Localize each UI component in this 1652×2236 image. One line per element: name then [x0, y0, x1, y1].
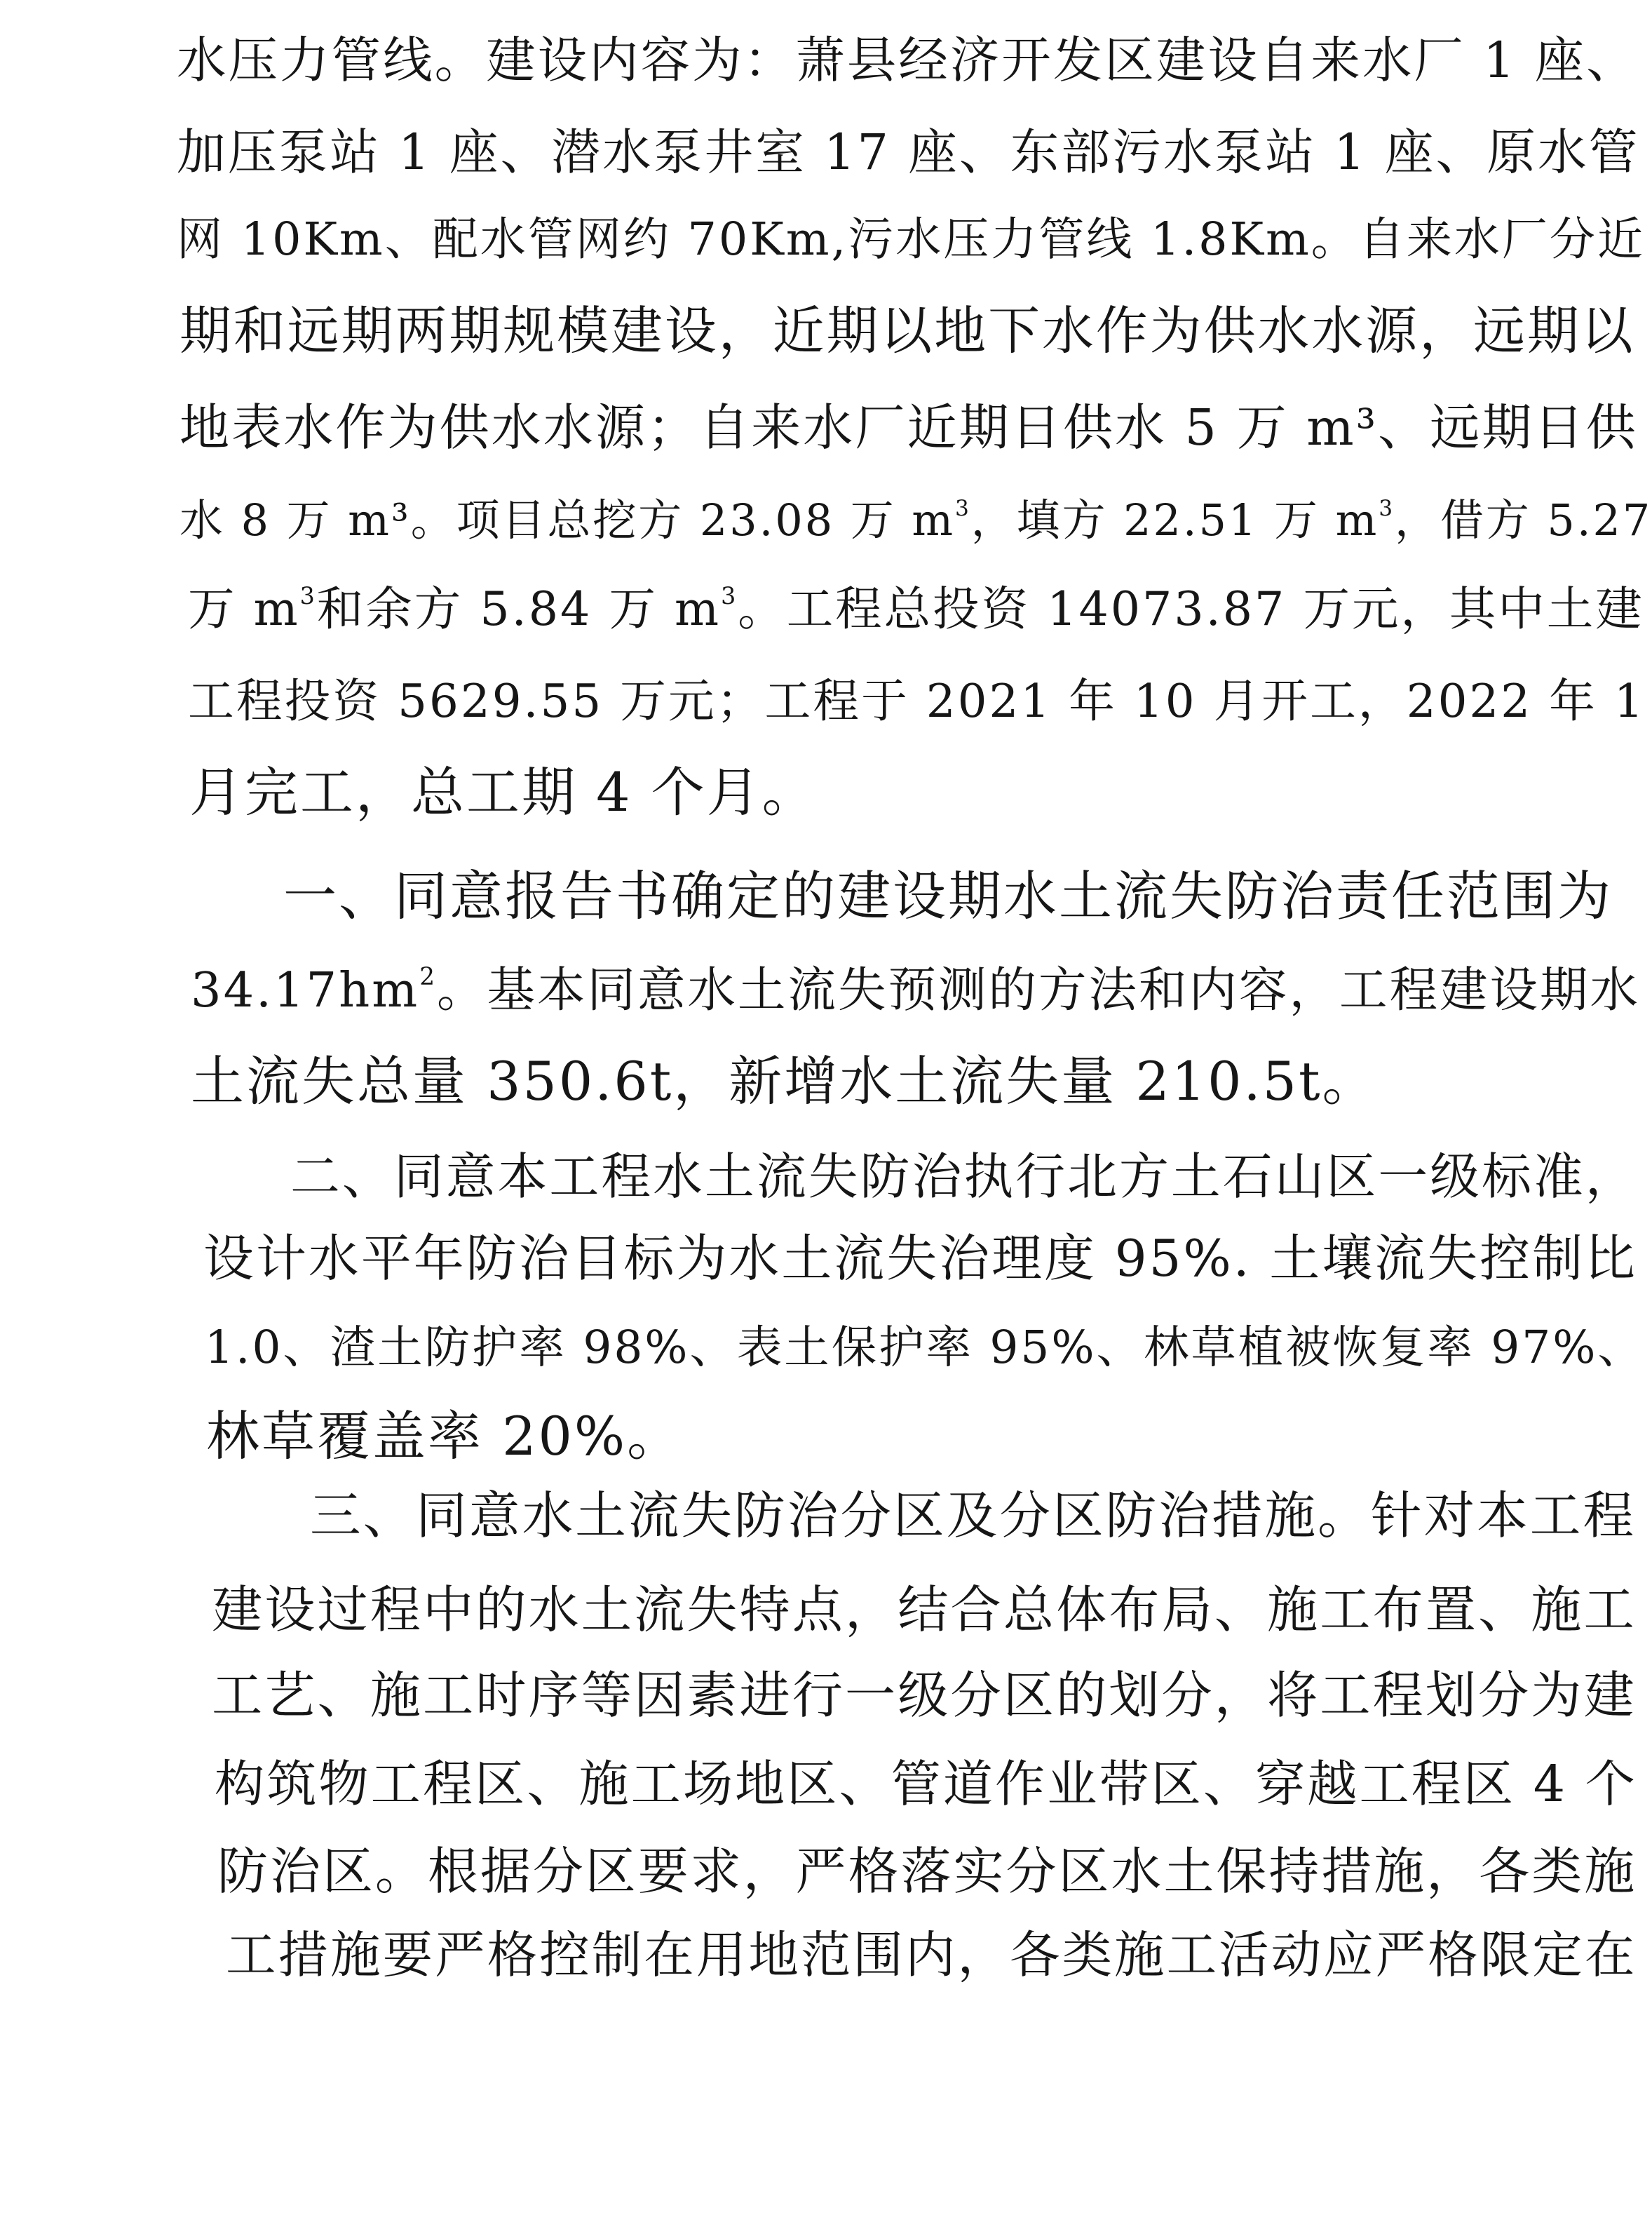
body-text-line: [212, 1661, 1637, 1731]
body-text-line: [191, 1046, 1378, 1117]
body-text-line: [191, 955, 1640, 1025]
body-text-line: [189, 757, 818, 828]
text-run: 地表水作为供水水源；自来水厂近期日供水 5 万 m³、远期日供: [180, 398, 1638, 457]
text-run: 期和远期两期规模建设，近期以地下水作为供水水源，远期以: [180, 301, 1635, 361]
text-run: 水 8 万 m³。项目总挖方 23.08 万 m: [180, 495, 956, 546]
body-text-line: [177, 118, 1640, 188]
body-text-line: [217, 1836, 1637, 1906]
text-run: 工措施要严格控制在用地范围内，各类施工活动应严格限定在: [226, 1926, 1637, 1984]
body-text-line: [180, 485, 1652, 555]
text-run: 万 m: [188, 581, 300, 636]
text-run: 三、同意水土流失防治分区及分区防治措施。针对本工程: [310, 1487, 1637, 1546]
text-run: 加压泵站 1 座、潜水泵井室 17 座、东部污水泵站 1 座、原水管: [177, 124, 1640, 181]
text-run: 月完工，总工期 4 个月。: [189, 761, 818, 823]
body-text-line: [177, 205, 1645, 275]
superscript: 3: [955, 496, 971, 522]
text-run: ，借方 5.27: [1395, 495, 1652, 546]
superscript: 3: [721, 582, 738, 610]
superscript: 3: [299, 582, 317, 610]
text-run: 和余方 5.84 万 m: [316, 581, 722, 636]
text-run: 土流失总量 350.6t，新增水土流失量 210.5t。: [191, 1050, 1378, 1112]
body-text-line: [177, 25, 1638, 95]
text-run: 工艺、施工时序等因素进行一级分区的划分，将工程划分为建: [212, 1666, 1637, 1725]
body-text-line: [180, 296, 1635, 366]
text-run: 林草覆盖率 20%。: [206, 1405, 683, 1467]
text-run: 。工程总投资 14073.87 万元，其中土建: [738, 581, 1644, 636]
body-text-line: [212, 1575, 1637, 1645]
text-run: 二、同意本工程水土流失防治执行北方土石山区一级标准，: [290, 1147, 1637, 1206]
body-text-line: [188, 666, 1646, 736]
text-run: 构筑物工程区、施工场地区、管道作业带区、穿越工程区 4 个: [215, 1755, 1637, 1813]
body-text-line: [205, 1313, 1645, 1383]
body-text-line: [283, 861, 1613, 931]
superscript: 2: [419, 963, 437, 992]
text-run: 水压力管线。建设内容为：萧县经济开发区建设自来水厂 1 座、: [177, 32, 1638, 89]
body-text-line: [203, 1223, 1637, 1293]
text-run: 工程投资 5629.55 万元；工程于 2021 年 10 月开工，2022 年 1: [188, 674, 1646, 728]
text-run: ，填方 22.51 万 m: [970, 495, 1379, 546]
body-text-line: [206, 1401, 682, 1471]
text-run: 1.0、渣土防护率 98%、表土保护率 95%、林草植被恢复率 97%、: [205, 1321, 1645, 1374]
body-text-line: [226, 1920, 1637, 1991]
text-run: 34.17hm: [191, 962, 420, 1018]
body-text-line: [180, 393, 1638, 463]
text-run: 网 10Km、配水管网约 70Km,污水压力管线 1.8Km。自来水厂分近: [177, 213, 1645, 266]
body-text-line: [310, 1481, 1636, 1551]
body-text-line: [215, 1749, 1637, 1819]
text-run: 。基本同意水土流失预测的方法和内容，工程建设期水: [436, 962, 1640, 1018]
text-run: 防治区。根据分区要求，严格落实分区水土保持措施，各类施: [217, 1842, 1637, 1901]
text-run: 建设过程中的水土流失特点，结合总体布局、施工布置、施工: [212, 1581, 1637, 1640]
text-run: 设计水平年防治目标为水土流失治理度 95%. 土壤流失控制比: [203, 1229, 1637, 1288]
text-run: 一、同意报告书确定的建设期水土流失防治责任范围为: [283, 865, 1613, 927]
body-text-line: [188, 574, 1644, 644]
superscript: 3: [1379, 496, 1395, 522]
body-text-line: [290, 1142, 1637, 1212]
